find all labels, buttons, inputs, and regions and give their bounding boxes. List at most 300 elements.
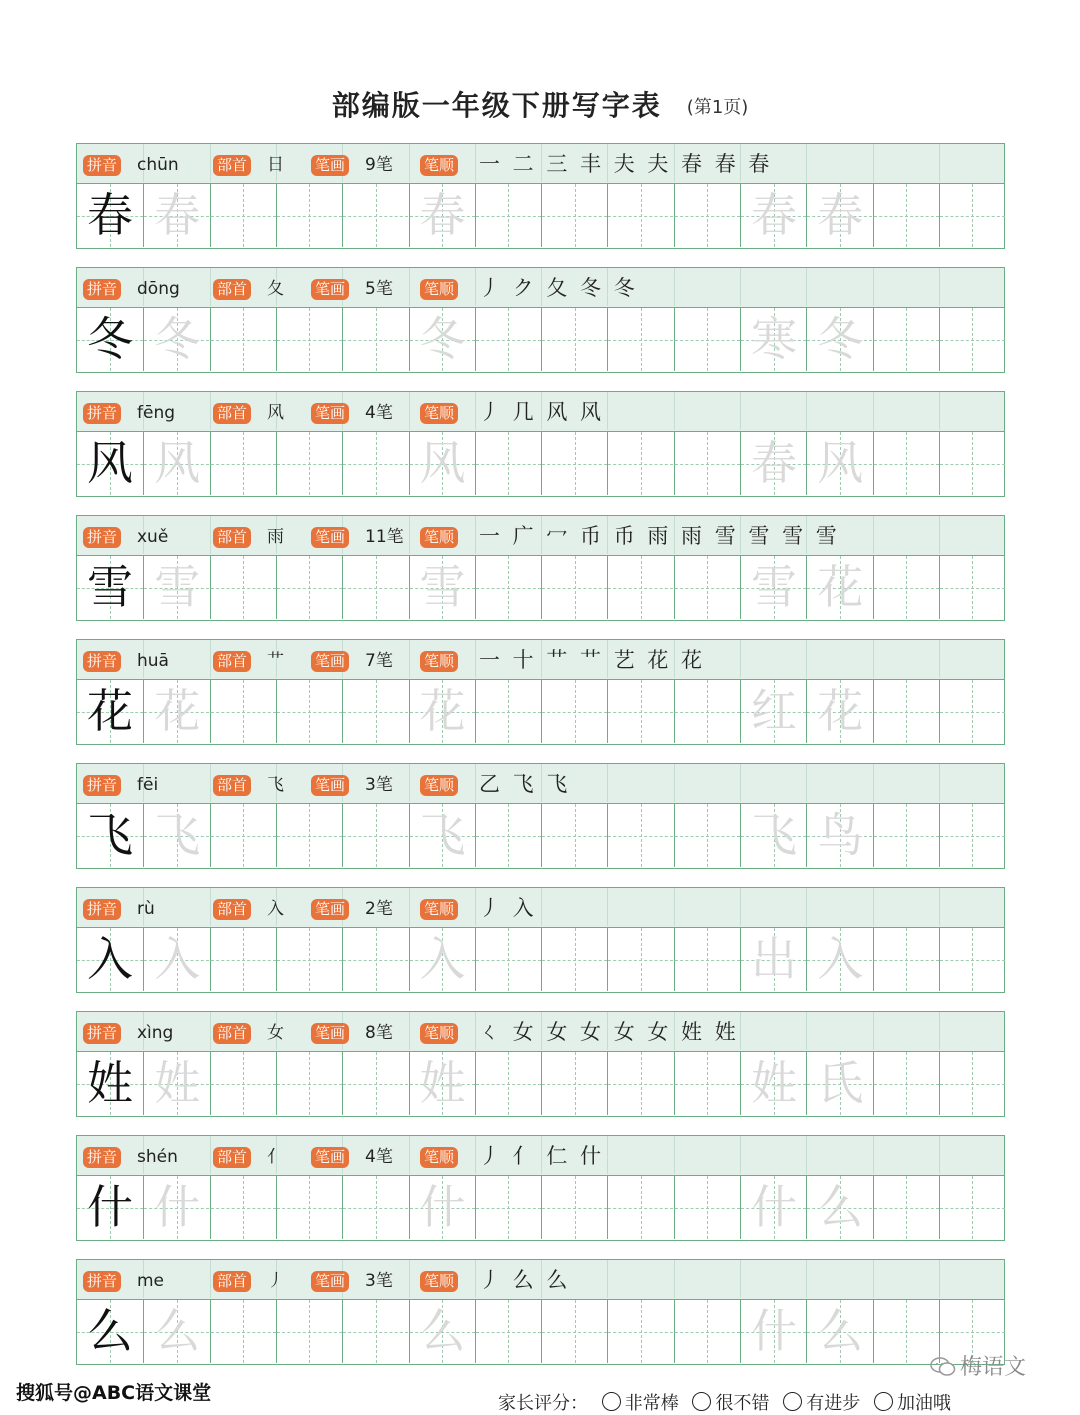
- writing-cell[interactable]: [740, 680, 806, 743]
- trace-character: 春: [154, 188, 201, 242]
- writing-cell[interactable]: [276, 1052, 342, 1115]
- writing-cell[interactable]: [674, 680, 740, 743]
- guide-line-horizontal: [675, 712, 740, 713]
- strokes-tag: 笔画: [311, 775, 349, 796]
- strokes-tag: 笔画: [311, 527, 349, 548]
- writing-grid: [77, 184, 1004, 247]
- trace-character: 么: [419, 1304, 466, 1358]
- writing-cell[interactable]: [77, 804, 143, 867]
- header-divider: [806, 1136, 807, 1174]
- writing-cell[interactable]: [276, 680, 342, 743]
- model-character: 风: [87, 436, 133, 490]
- header-divider: [475, 392, 476, 430]
- guide-line-horizontal: [542, 1332, 607, 1333]
- writing-cell[interactable]: [276, 1300, 342, 1363]
- writing-cell[interactable]: [409, 804, 475, 867]
- writing-cell[interactable]: [475, 804, 541, 867]
- header-divider: [409, 888, 410, 926]
- rating-radio-3[interactable]: [783, 1392, 802, 1411]
- writing-cell[interactable]: [143, 1300, 209, 1363]
- trace-character: 什: [154, 1180, 201, 1234]
- header-divider: [873, 888, 874, 926]
- writing-cell[interactable]: [674, 1176, 740, 1239]
- model-character: 入: [87, 932, 133, 986]
- writing-cell[interactable]: [475, 556, 541, 619]
- guide-line-horizontal: [277, 836, 342, 837]
- model-character: 花: [87, 684, 133, 738]
- guide-line-horizontal: [343, 712, 408, 713]
- writing-cell[interactable]: [806, 308, 872, 371]
- guide-line-horizontal: [476, 588, 541, 589]
- header-divider: [939, 144, 940, 182]
- header-divider: [806, 1260, 807, 1298]
- strokes-value: 4笔: [365, 403, 393, 423]
- trace-character: 花: [817, 684, 864, 738]
- guide-line-horizontal: [675, 588, 740, 589]
- header-divider: [210, 268, 211, 306]
- guide-line-horizontal: [211, 464, 276, 465]
- guide-line-horizontal: [542, 836, 607, 837]
- writing-cell[interactable]: [873, 1176, 939, 1239]
- header-divider: [607, 888, 608, 926]
- writing-cell[interactable]: [342, 804, 408, 867]
- trace-character: 冬: [419, 312, 466, 366]
- writing-cell[interactable]: [740, 1052, 806, 1115]
- header-divider: [210, 516, 211, 554]
- writing-cell[interactable]: [210, 928, 276, 991]
- trace-character: 春: [751, 436, 797, 490]
- header-divider: [607, 764, 608, 802]
- writing-cell[interactable]: [143, 184, 209, 247]
- guide-line-horizontal: [874, 1208, 939, 1209]
- writing-cell[interactable]: [210, 556, 276, 619]
- writing-cell[interactable]: [806, 1300, 872, 1363]
- writing-cell[interactable]: [607, 928, 673, 991]
- writing-cell[interactable]: [342, 184, 408, 247]
- writing-cell[interactable]: [77, 1052, 143, 1115]
- writing-cell[interactable]: [342, 680, 408, 743]
- writing-cell[interactable]: [475, 184, 541, 247]
- writing-cell[interactable]: [210, 1300, 276, 1363]
- header-divider: [740, 1012, 741, 1050]
- writing-cell[interactable]: [541, 556, 607, 619]
- writing-cell[interactable]: [740, 308, 806, 371]
- stroke-order: 乙 飞 飞: [479, 772, 571, 796]
- writing-cell[interactable]: [342, 308, 408, 371]
- char-block: [76, 391, 1005, 497]
- writing-cell[interactable]: [674, 1052, 740, 1115]
- header-divider: [607, 1136, 608, 1174]
- writing-cell[interactable]: [342, 1300, 408, 1363]
- header-divider: [409, 144, 410, 182]
- writing-cell[interactable]: [607, 680, 673, 743]
- header-divider: [740, 268, 741, 306]
- writing-cell[interactable]: [409, 1300, 475, 1363]
- writing-cell[interactable]: [210, 1176, 276, 1239]
- strokes-tag: 笔画: [311, 403, 349, 424]
- writing-cell[interactable]: [210, 184, 276, 247]
- radical-tag: 部首: [213, 1147, 251, 1168]
- pinyin-value: xìng: [137, 1023, 174, 1043]
- writing-cell[interactable]: [541, 432, 607, 495]
- stroke-order: 丿 ク 夂 冬 冬: [479, 276, 638, 300]
- writing-cell[interactable]: [77, 432, 143, 495]
- writing-cell[interactable]: [409, 184, 475, 247]
- writing-cell[interactable]: [740, 1176, 806, 1239]
- guide-line-horizontal: [277, 340, 342, 341]
- guide-line-horizontal: [675, 216, 740, 217]
- guide-line-horizontal: [343, 1084, 408, 1085]
- radical-value: 女: [267, 1023, 284, 1043]
- writing-cell[interactable]: [939, 432, 1005, 495]
- writing-cell[interactable]: [939, 928, 1005, 991]
- guide-line-horizontal: [343, 1208, 408, 1209]
- writing-cell[interactable]: [475, 1052, 541, 1115]
- writing-cell[interactable]: [806, 928, 872, 991]
- writing-cell[interactable]: [674, 804, 740, 867]
- header-divider: [409, 1012, 410, 1050]
- writing-cell[interactable]: [276, 432, 342, 495]
- writing-cell[interactable]: [541, 1052, 607, 1115]
- writing-cell[interactable]: [77, 1176, 143, 1239]
- guide-line-horizontal: [675, 464, 740, 465]
- writing-grid: [77, 804, 1004, 867]
- trace-character: 飞: [154, 808, 201, 862]
- guide-line-horizontal: [343, 960, 408, 961]
- char-block: [76, 1259, 1005, 1365]
- header-divider: [806, 888, 807, 926]
- guide-line-horizontal: [542, 960, 607, 961]
- writing-cell[interactable]: [541, 928, 607, 991]
- header-divider: [939, 1260, 940, 1298]
- writing-cell[interactable]: [475, 308, 541, 371]
- writing-cell[interactable]: [806, 184, 872, 247]
- writing-cell[interactable]: [607, 1176, 673, 1239]
- writing-cell[interactable]: [740, 928, 806, 991]
- writing-cell[interactable]: [143, 804, 209, 867]
- writing-cell[interactable]: [806, 556, 872, 619]
- radical-value: 入: [267, 899, 284, 919]
- header-divider: [409, 392, 410, 430]
- strokes-tag: 笔画: [311, 1147, 349, 1168]
- guide-line-horizontal: [277, 464, 342, 465]
- writing-cell[interactable]: [541, 308, 607, 371]
- parent-rating: [498, 1389, 951, 1415]
- guide-line-horizontal: [211, 960, 276, 961]
- guide-line-horizontal: [874, 216, 939, 217]
- writing-cell[interactable]: [873, 432, 939, 495]
- guide-line-horizontal: [343, 464, 408, 465]
- writing-cell[interactable]: [541, 680, 607, 743]
- order-tag: 笔顺: [420, 775, 458, 796]
- pinyin-value: fēi: [137, 775, 159, 795]
- header-divider: [475, 888, 476, 926]
- header-divider: [475, 1136, 476, 1174]
- strokes-value: 3笔: [365, 775, 393, 795]
- writing-cell[interactable]: [77, 680, 143, 743]
- writing-cell[interactable]: [77, 1300, 143, 1363]
- trace-character: 雪: [419, 560, 466, 614]
- writing-cell[interactable]: [342, 1052, 408, 1115]
- header-divider: [939, 888, 940, 926]
- writing-cell[interactable]: [77, 308, 143, 371]
- writing-cell[interactable]: [806, 1052, 872, 1115]
- header-divider: [607, 1260, 608, 1298]
- writing-cell[interactable]: [342, 1176, 408, 1239]
- writing-cell[interactable]: [276, 1176, 342, 1239]
- char-info-header: [77, 1260, 1004, 1300]
- writing-cell[interactable]: [939, 184, 1005, 247]
- writing-cell[interactable]: [740, 804, 806, 867]
- pinyin-tag: 拼音: [83, 899, 121, 920]
- radical-value: 日: [267, 155, 284, 175]
- writing-cell[interactable]: [276, 308, 342, 371]
- header-divider: [409, 1260, 410, 1298]
- rating-option-2: 很不错: [715, 1393, 770, 1414]
- writing-cell[interactable]: [409, 680, 475, 743]
- writing-cell[interactable]: [475, 432, 541, 495]
- order-tag: 笔顺: [420, 1147, 458, 1168]
- guide-line-horizontal: [277, 1332, 342, 1333]
- header-divider: [674, 392, 675, 430]
- writing-cell[interactable]: [607, 556, 673, 619]
- writing-cell[interactable]: [210, 804, 276, 867]
- writing-cell[interactable]: [806, 432, 872, 495]
- writing-cell[interactable]: [607, 804, 673, 867]
- writing-cell[interactable]: [409, 1176, 475, 1239]
- header-divider: [873, 1012, 874, 1050]
- header-divider: [806, 144, 807, 182]
- writing-cell[interactable]: [77, 928, 143, 991]
- writing-cell[interactable]: [409, 1052, 475, 1115]
- writing-cell[interactable]: [674, 184, 740, 247]
- writing-cell[interactable]: [873, 1300, 939, 1363]
- writing-cell[interactable]: [873, 804, 939, 867]
- guide-line-horizontal: [940, 340, 1005, 341]
- trace-character: 雪: [154, 560, 201, 614]
- writing-cell[interactable]: [939, 804, 1005, 867]
- writing-cell[interactable]: [939, 1052, 1005, 1115]
- writing-cell[interactable]: [607, 308, 673, 371]
- writing-cell[interactable]: [607, 1052, 673, 1115]
- writing-cell[interactable]: [475, 1176, 541, 1239]
- radical-value: 丿: [267, 1271, 284, 1291]
- trace-character: 鸟: [817, 808, 864, 862]
- guide-line-horizontal: [940, 1208, 1005, 1209]
- writing-cell[interactable]: [210, 308, 276, 371]
- guide-line-horizontal: [343, 1332, 408, 1333]
- writing-cell[interactable]: [674, 1300, 740, 1363]
- radical-tag: 部首: [213, 1271, 251, 1292]
- stroke-order: ㄑ 女 女 女 女 女 姓 姓: [479, 1020, 739, 1044]
- writing-cell[interactable]: [143, 1176, 209, 1239]
- header-divider: [409, 1136, 410, 1174]
- guide-line-horizontal: [608, 340, 673, 341]
- writing-cell[interactable]: [607, 1300, 673, 1363]
- writing-cell[interactable]: [939, 680, 1005, 743]
- order-tag: 笔顺: [420, 651, 458, 672]
- writing-cell[interactable]: [409, 556, 475, 619]
- writing-cell[interactable]: [939, 308, 1005, 371]
- rating-radio-4[interactable]: [874, 1392, 893, 1411]
- pinyin-tag: 拼音: [83, 651, 121, 672]
- guide-line-horizontal: [211, 1208, 276, 1209]
- header-divider: [740, 888, 741, 926]
- writing-cell[interactable]: [541, 804, 607, 867]
- writing-cell[interactable]: [210, 1052, 276, 1115]
- guide-line-horizontal: [476, 960, 541, 961]
- guide-line-horizontal: [608, 712, 673, 713]
- rating-radio-1[interactable]: [602, 1392, 621, 1411]
- pinyin-value: huā: [137, 651, 169, 671]
- writing-cell[interactable]: [77, 556, 143, 619]
- writing-cell[interactable]: [541, 1300, 607, 1363]
- char-info-header: [77, 888, 1004, 928]
- guide-line-horizontal: [940, 464, 1005, 465]
- writing-cell[interactable]: [674, 928, 740, 991]
- char-block: [76, 143, 1005, 249]
- header-divider: [806, 764, 807, 802]
- writing-cell[interactable]: [873, 308, 939, 371]
- writing-cell[interactable]: [541, 1176, 607, 1239]
- writing-cell[interactable]: [873, 1052, 939, 1115]
- writing-cell[interactable]: [674, 556, 740, 619]
- writing-cell[interactable]: [607, 432, 673, 495]
- radical-tag: 部首: [213, 527, 251, 548]
- page-title: 部编版一年级下册写字表: [331, 89, 662, 122]
- header-divider: [740, 1260, 741, 1298]
- writing-cell[interactable]: [740, 556, 806, 619]
- writing-cell[interactable]: [276, 556, 342, 619]
- radical-value: 夂: [267, 279, 284, 299]
- pinyin-value: fēng: [137, 403, 176, 423]
- writing-cell[interactable]: [342, 928, 408, 991]
- guide-line-horizontal: [940, 712, 1005, 713]
- strokes-tag: 笔画: [311, 651, 349, 672]
- writing-cell[interactable]: [607, 184, 673, 247]
- writing-cell[interactable]: [143, 308, 209, 371]
- guide-line-horizontal: [608, 464, 673, 465]
- char-info-header: [77, 144, 1004, 184]
- strokes-tag: 笔画: [311, 899, 349, 920]
- header-divider: [475, 1260, 476, 1298]
- writing-cell[interactable]: [409, 432, 475, 495]
- writing-cell[interactable]: [475, 928, 541, 991]
- guide-line-horizontal: [542, 1084, 607, 1085]
- header-divider: [409, 764, 410, 802]
- trace-character: 飞: [419, 808, 466, 862]
- writing-cell[interactable]: [143, 928, 209, 991]
- writing-cell[interactable]: [143, 1052, 209, 1115]
- writing-cell[interactable]: [740, 432, 806, 495]
- stroke-order: 丿 亻 仁 什: [479, 1144, 605, 1168]
- guide-line-horizontal: [542, 588, 607, 589]
- guide-line-horizontal: [211, 1084, 276, 1085]
- trace-character: 氏: [817, 1056, 864, 1110]
- order-tag: 笔顺: [420, 1271, 458, 1292]
- writing-cell[interactable]: [77, 184, 143, 247]
- trace-character: 么: [817, 1304, 864, 1358]
- trace-character: 什: [751, 1304, 797, 1358]
- trace-character: 冬: [817, 312, 864, 366]
- writing-cell[interactable]: [939, 556, 1005, 619]
- radical-tag: 部首: [213, 775, 251, 796]
- writing-cell[interactable]: [806, 804, 872, 867]
- writing-cell[interactable]: [873, 928, 939, 991]
- stroke-order: 一 二 三 丰 夫 夫 春 春 春: [479, 152, 773, 176]
- writing-cell[interactable]: [210, 432, 276, 495]
- writing-cell[interactable]: [674, 432, 740, 495]
- writing-cell[interactable]: [342, 432, 408, 495]
- writing-cell[interactable]: [541, 184, 607, 247]
- strokes-value: 4笔: [365, 1147, 393, 1167]
- header-divider: [475, 516, 476, 554]
- writing-cell[interactable]: [939, 1176, 1005, 1239]
- writing-cell[interactable]: [475, 1300, 541, 1363]
- writing-cell[interactable]: [276, 804, 342, 867]
- guide-line-horizontal: [608, 216, 673, 217]
- header-divider: [210, 144, 211, 182]
- writing-cell[interactable]: [210, 680, 276, 743]
- header-divider: [475, 144, 476, 182]
- stroke-order: 丿 入: [479, 896, 537, 920]
- writing-cell[interactable]: [873, 680, 939, 743]
- model-character: 么: [87, 1304, 133, 1358]
- writing-cell[interactable]: [806, 1176, 872, 1239]
- writing-cell[interactable]: [740, 184, 806, 247]
- writing-cell[interactable]: [873, 556, 939, 619]
- writing-cell[interactable]: [143, 556, 209, 619]
- header-divider: [873, 392, 874, 430]
- writing-cell[interactable]: [276, 184, 342, 247]
- writing-cell[interactable]: [409, 928, 475, 991]
- header-divider: [210, 1260, 211, 1298]
- writing-cell[interactable]: [806, 680, 872, 743]
- header-divider: [939, 640, 940, 678]
- writing-cell[interactable]: [674, 308, 740, 371]
- guide-line-horizontal: [211, 1332, 276, 1333]
- header-divider: [541, 888, 542, 926]
- header-divider: [939, 1012, 940, 1050]
- pinyin-tag: 拼音: [83, 1271, 121, 1292]
- writing-cell[interactable]: [475, 680, 541, 743]
- guide-line-horizontal: [277, 1084, 342, 1085]
- radical-tag: 部首: [213, 403, 251, 424]
- trace-character: 春: [817, 188, 864, 242]
- trace-character: 寒: [751, 312, 797, 366]
- writing-cell[interactable]: [276, 928, 342, 991]
- rating-radio-2[interactable]: [692, 1392, 711, 1411]
- writing-cell[interactable]: [342, 556, 408, 619]
- guide-line-horizontal: [542, 712, 607, 713]
- writing-cell[interactable]: [409, 308, 475, 371]
- writing-cell[interactable]: [143, 680, 209, 743]
- writing-cell[interactable]: [740, 1300, 806, 1363]
- radical-value: 艹: [267, 651, 284, 671]
- writing-cell[interactable]: [873, 184, 939, 247]
- pinyin-tag: 拼音: [83, 1147, 121, 1168]
- guide-line-horizontal: [608, 836, 673, 837]
- writing-cell[interactable]: [143, 432, 209, 495]
- guide-line-horizontal: [675, 340, 740, 341]
- strokes-tag: 笔画: [311, 279, 349, 300]
- guide-line-horizontal: [874, 1332, 939, 1333]
- char-block: [76, 1011, 1005, 1117]
- model-character: 雪: [87, 560, 133, 614]
- pinyin-tag: 拼音: [83, 279, 121, 300]
- strokes-tag: 笔画: [311, 1023, 349, 1044]
- header-divider: [939, 764, 940, 802]
